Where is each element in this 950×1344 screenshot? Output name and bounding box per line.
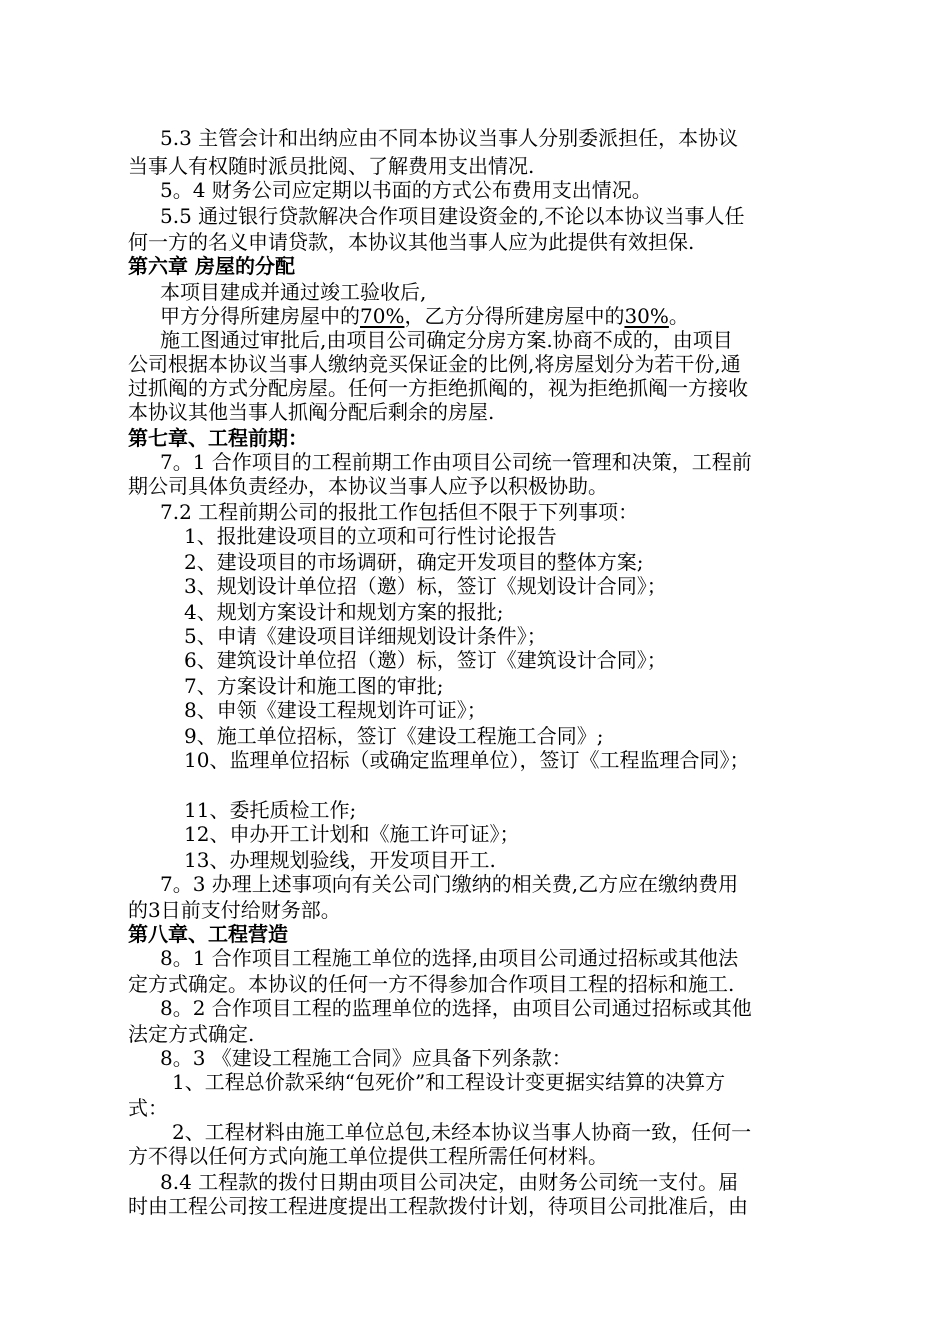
list-item: 6、建筑设计单位招（邀）标，签订《建筑设计合同》； <box>184 648 667 672</box>
list-item: 10、监理单位招标（或确定监理单位），签订《工程监理合同》； <box>184 748 750 772</box>
chapter-heading: 第八章、工程营造 <box>128 922 288 946</box>
paragraph-line: 方不得以任何方式向施工单位提供工程所需任何材料。 <box>128 1144 608 1168</box>
paragraph-line: 公司根据本协议当事人缴纳竞买保证金的比例,将房屋划分为若干份,通 <box>128 352 741 376</box>
share-percent-b: 30% <box>624 304 669 328</box>
chapter-heading: 第七章、工程前期： <box>128 426 308 450</box>
paragraph-line: 施工图通过审批后,由项目公司确定分房方案.协商不成的，由项目 <box>160 328 733 352</box>
paragraph-line: 5.5 通过银行贷款解决合作项目建设资金的,不论以本协议当事人任 <box>160 204 745 228</box>
list-item: 7、方案设计和施工图的审批; <box>184 674 444 698</box>
list-item: 1、工程总价款采纳“包死价”和工程设计变更据实结算的决算方 <box>172 1070 726 1094</box>
list-item: 12、申办开工计划和《施工许可证》； <box>184 822 520 846</box>
list-item: 11、委托质检工作; <box>184 798 357 822</box>
paragraph-line: 8。1 合作项目工程施工单位的选择,由项目公司通过招标或其他法 <box>160 946 739 970</box>
list-item: 2、工程材料由施工单位总包,未经本协议当事人协商一致，任何一 <box>172 1120 752 1144</box>
paragraph-line: 5。4 财务公司应定期以书面的方式公布费用支出情况。 <box>160 178 652 202</box>
list-item: 9、施工单位招标，签订《建设工程施工合同》; <box>184 724 604 748</box>
paragraph-line: 期公司具体负责经办，本协议当事人应予以积极协助。 <box>128 474 608 498</box>
paragraph-line: 当事人有权随时派员批阅、了解费用支出情况. <box>128 154 535 178</box>
share-text: 。 <box>668 304 689 328</box>
paragraph-line: 时由工程公司按工程进度提出工程款拨付计划，待项目公司批准后，由 <box>128 1194 748 1218</box>
list-item: 3、规划设计单位招（邀）标，签订《规划设计合同》； <box>184 574 667 598</box>
share-percent-a: 70% <box>360 304 405 328</box>
paragraph-line: 5.3 主管会计和出纳应由不同本协议当事人分别委派担任，本协议 <box>160 126 739 150</box>
paragraph-line: 式： <box>128 1096 168 1120</box>
list-item: 2、建设项目的市场调研，确定开发项目的整体方案; <box>184 550 644 574</box>
paragraph-line: 本项目建成并通过竣工验收后, <box>160 280 427 304</box>
paragraph-line: 8。2 合作项目工程的监理单位的选择，由项目公司通过招标或其他 <box>160 996 752 1020</box>
paragraph-line: 本协议其他当事人抓阄分配后剩余的房屋. <box>128 400 495 424</box>
list-item: 8、申领《建设工程规划许可证》； <box>184 698 487 722</box>
paragraph-line: 的3日前支付给财务部。 <box>128 898 341 922</box>
paragraph-line: 何一方的名义申请贷款，本协议其他当事人应为此提供有效担保. <box>128 230 695 254</box>
list-item: 1、报批建设项目的立项和可行性讨论报告 <box>184 524 557 548</box>
share-text: ，乙方分得所建房屋中的 <box>404 304 625 328</box>
paragraph-line: 8。3 《建设工程施工合同》应具备下列条款： <box>160 1046 572 1070</box>
paragraph-line: 过抓阄的方式分配房屋。任何一方拒绝抓阄的，视为拒绝抓阄一方接收 <box>128 376 748 400</box>
paragraph-line: 法定方式确定. <box>128 1022 255 1046</box>
paragraph-line: 7。3 办理上述事项向有关公司门缴纳的相关费,乙方应在缴纳费用 <box>160 872 739 896</box>
paragraph-line: 7。1 合作项目的工程前期工作由项目公司统一管理和决策，工程前 <box>160 450 752 474</box>
paragraph-line: 定方式确定。本协议的任何一方不得参加合作项目工程的招标和施工. <box>128 972 735 996</box>
chapter-heading: 第六章 房屋的分配 <box>128 254 295 278</box>
list-item: 13、办理规划验线，开发项目开工. <box>184 848 496 872</box>
list-item: 4、规划方案设计和规划方案的报批; <box>184 600 504 624</box>
share-text: 甲方分得所建房屋中的 <box>160 304 360 328</box>
paragraph-line: 7.2 工程前期公司的报批工作包括但不限于下列事项： <box>160 500 639 524</box>
list-item: 5、申请《建设项目详细规划设计条件》； <box>184 624 547 648</box>
paragraph-line: 8.4 工程款的拨付日期由项目公司决定，由财务公司统一支付。届 <box>160 1170 739 1194</box>
